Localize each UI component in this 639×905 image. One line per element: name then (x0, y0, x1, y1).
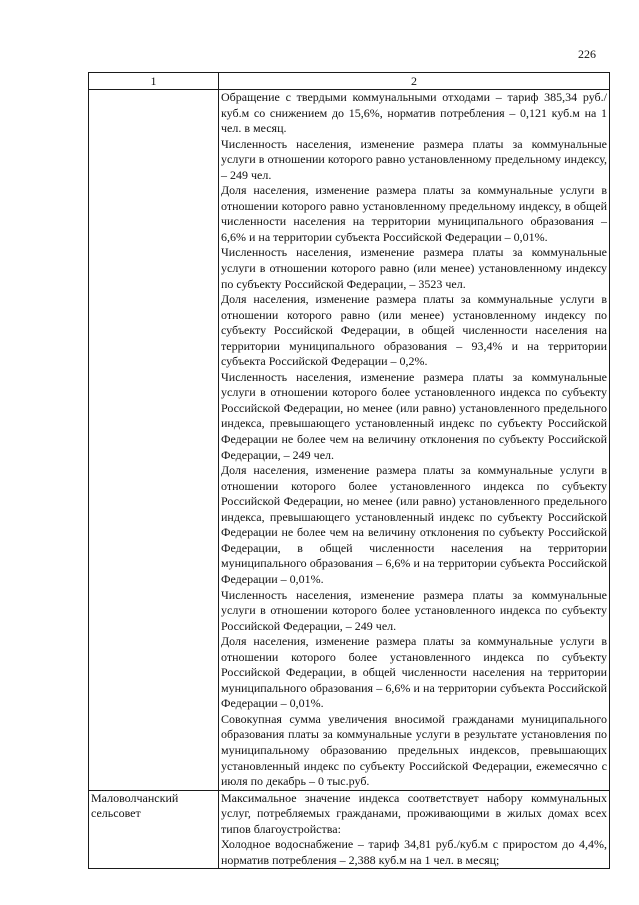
paragraph: Совокупная сумма увеличения вносимой гражданами муниципального образования платы за коммунальные услуги в результате установления по муниципальному образованию предельных индексов, превышающих установленный индекс по субъекту Российской Федерации, ежемесячно с июля по декабрь – 0 тыс.руб. (221, 711, 607, 789)
paragraph: Холодное водоснабжение – тариф 34,81 руб./куб.м с приростом до 4,4%, норматив потребления – 2,388 куб.м на 1 чел. в месяц; (221, 837, 607, 867)
row-2-col-1-municipality: Маловолчанский сельсовет (89, 790, 219, 869)
page-number: 226 (578, 47, 596, 61)
paragraph: Обращение с твердыми коммунальными отходами – тариф 385,34 руб./куб.м со снижением до 15,6%, норматив потребления – 0,121 куб.м на 1 чел. в месяц. (221, 90, 607, 136)
table-row (89, 790, 610, 869)
row-1-col-1 (89, 90, 219, 791)
table-row (89, 90, 610, 791)
paragraph: Численность населения, изменение размера платы за коммунальные услуги в отношении которого более установленного индекса по субъекту Российской Федерации, – 249 чел. (221, 587, 607, 633)
header-col-2: 2 (219, 73, 610, 90)
paragraph: Доля населения, изменение размера платы за коммунальные услуги в отношении которого более установленного индекса по субъекту Российской Федерации, но менее (или равно) установленного предельного индекса, превышающего установленный индекс по субъекту Российской Федерации не более чем на величину отклонения по субъекту Российской Федерации, в общей численности населения на территории муниципального образования – 6,6% и на территории субъекта Российской Федерации – 0,01%. (221, 463, 607, 586)
row-1-col-2 (219, 90, 610, 791)
paragraph: Численность населения, изменение размера платы за коммунальные услуги в отношении которого более установленного индекса по субъекту Российской Федерации, но менее (или равно) установленного предельного индекса, превышающего установленный индекс по субъекту Российской Федерации не более чем на величину отклонения по субъекту Российской Федерации, – 249 чел. (221, 369, 607, 462)
data-table (88, 72, 610, 869)
header-col-1: 1 (89, 73, 219, 90)
row-2-col-2 (219, 790, 610, 869)
paragraph: Максимальное значение индекса соответствует набору коммунальных услуг, потребляемых гражданами, проживающими в жилых домах всех типов благоустройства: (221, 790, 607, 836)
table-header-row (89, 73, 610, 90)
paragraph: Доля населения, изменение размера платы за коммунальные услуги в отношении которого равно установленному предельному индексу, в общей численности населения на территории муниципального образования – 6,6% и на территории субъекта Российской Федерации – 0,01%. (221, 183, 607, 244)
paragraph: Численность населения, изменение размера платы за коммунальные услуги в отношении которого равно установленному предельному индексу, – 249 чел. (221, 136, 607, 182)
paragraph: Доля населения, изменение размера платы за коммунальные услуги в отношении которого более установленного индекса по субъекту Российской Федерации, в общей численности населения на территории муниципального образования – 6,6% и на территории субъекта Российской Федерации – 0,01%. (221, 634, 607, 711)
paragraph: Доля населения, изменение размера платы за коммунальные услуги в отношении которого равно (или менее) установленному индексу по субъекту Российской Федерации, в общей численности населения на территории муниципального образования – 93,4% и на территории субъекта Российской Федерации – 0,2%. (221, 292, 607, 369)
paragraph: Численность населения, изменение размера платы за коммунальные услуги в отношении которого равно (или менее) установленному индексу по субъекту Российской Федерации, – 3523 чел. (221, 245, 607, 291)
